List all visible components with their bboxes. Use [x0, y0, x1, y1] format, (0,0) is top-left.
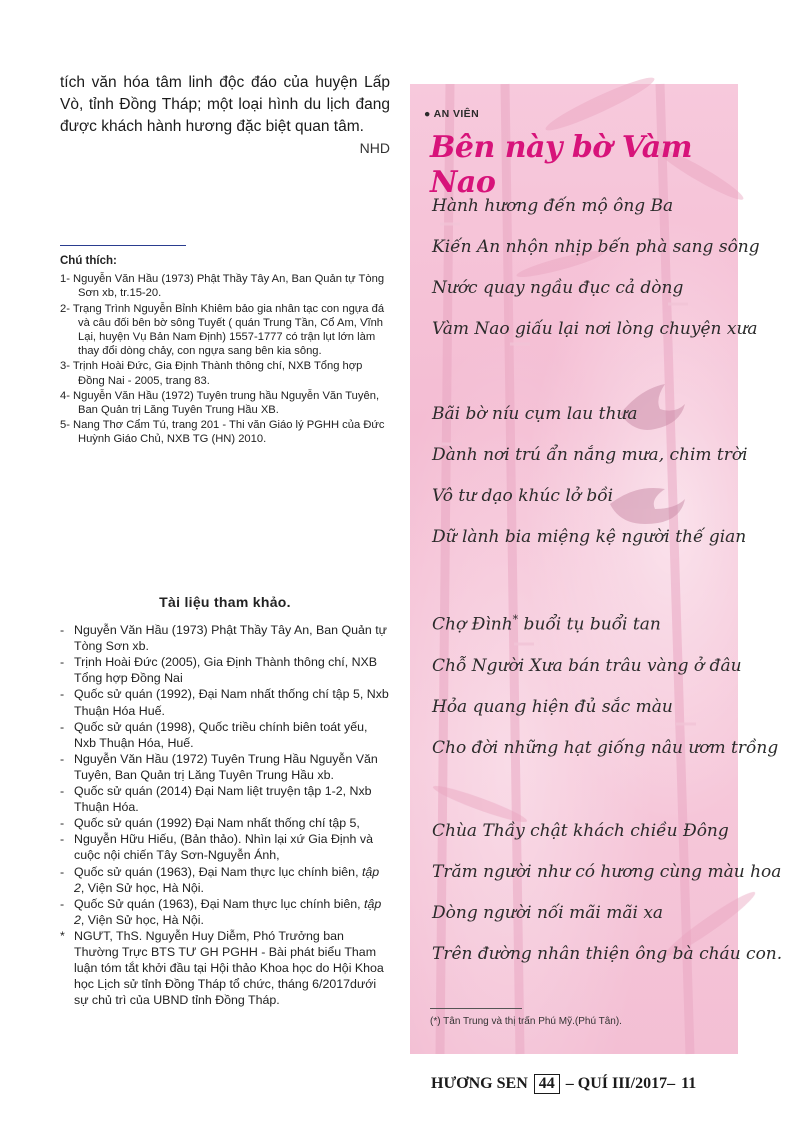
- author-note-item: * NGƯT, ThS. Nguyễn Huy Diễm, Phó Trưởng ban Thường Trực BTS TƯ GH PGHH - Bài phát biểu Tham luận tóm tắt khởi đầu tại Hội thảo Khoa học do Hội Khoa học Lịch sử tỉnh Đồng Tháp tổ chức, tháng 6/2017dưới sự chủ trì của UBND tỉnh Đồng Tháp.: [60, 928, 384, 1008]
- poem-line: Chỗ Người Xưa bán trâu vàng ở đâu: [432, 655, 742, 676]
- poem-stanza-1: [432, 186, 760, 350]
- note-item: 4- Nguyễn Văn Hầu (1972) Tuyên trung hầu Nguyễn Văn Tuyên, Ban Quản trị Lăng Tuyên Trung Hầu XB.: [60, 389, 380, 417]
- reference-item: - Nguyễn Hữu Hiếu, (Bản thảo). Nhìn lại xứ Gia Định và cuộc nội chiến Tây Sơn-Nguyễn Ánh,: [60, 832, 373, 863]
- poem-line: Chợ Đình* buổi tụ buổi tan: [432, 613, 661, 635]
- reference-item: - Quốc sử quán (2014) Đại Nam liệt truyện tập 1-2, Nxb Thuận Hóa.: [60, 784, 372, 815]
- notes-section: [60, 254, 390, 448]
- reference-item: - Nguyễn Văn Hầu (1972) Tuyên Trung Hầu Nguyễn Văn Tuyên, Ban Quản trị Lăng Tuyên Trung Hầu xb.: [60, 751, 378, 782]
- reference-item: - Nguyễn Văn Hầu (1973) Phật Thầy Tây An, Ban Quản tự Tòng Sơn xb.: [60, 623, 387, 654]
- issue-quarter: – QUÍ III/2017–: [565, 1075, 676, 1092]
- poem-line: Kiến An nhộn nhịp bến phà sang sông: [432, 237, 760, 257]
- reference-item: - Quốc sử quán (1992), Đại Nam nhất thống chí tập 5, Nxb Thuận Hóa Huế.: [60, 687, 389, 718]
- poem-line: Trên đường nhân thiện ông bà cháu con.: [432, 944, 783, 964]
- footnote-marker: *: [512, 613, 519, 626]
- poem-stanza-3: [432, 599, 779, 769]
- reference-item: - Quốc sử quán (1992) Đại Nam nhất thống chí tập 5,: [60, 816, 360, 831]
- poem-footnote: (*) Tân Trung và thị trấn Phú Mỹ.(Phú Tân).: [430, 1016, 622, 1027]
- reference-item: - Quốc sử quán (1998), Quốc triều chính biên toát yếu, Nxb Thuận Hóa, Huế.: [60, 719, 368, 750]
- reference-item: - Trịnh Hoài Đức (2005), Gia Định Thành thông chí, NXB Tổng hợp Đồng Nai: [60, 655, 378, 686]
- poem-line: Vàm Nao giấu lại nơi lòng chuyện xưa: [432, 319, 758, 339]
- article-ending: [60, 72, 390, 156]
- poem-line: Vô tư dạo khúc lở bồi: [432, 486, 614, 506]
- page-number: 11: [681, 1075, 697, 1092]
- references-heading: Tài liệu tham khảo.: [159, 594, 291, 610]
- poem-line: Dữ lành bia miệng kệ người thế gian: [432, 527, 747, 547]
- poem-author: ● AN VIÊN: [424, 108, 480, 120]
- author-signature: NHD: [359, 140, 390, 156]
- notes-heading: Chú thích:: [60, 255, 117, 267]
- poem-line: Hỏa quang hiện đủ sắc màu: [432, 696, 673, 717]
- poem-stanza-2: [432, 394, 748, 558]
- article-closing-paragraph: tích văn hóa tâm linh độc đáo của huyện Lấp Vò, tỉnh Đồng Tháp; một loại hình du lịch đang được khách hành hương đặc biệt quan tâm.: [60, 74, 390, 135]
- poem-panel: [410, 84, 783, 1054]
- note-item: 3- Trịnh Hoài Đức, Gia Định Thành thông chí, NXB Tổng hợp Đồng Nai - 2005, trang 83.: [60, 360, 363, 387]
- poem-line: Trăm người như có hương cùng màu hoa: [432, 862, 782, 882]
- poem-line: Dòng người nối mãi mãi xa: [432, 903, 664, 923]
- poem-line: Bãi bờ níu cụm lau thưa: [432, 404, 638, 424]
- note-item: 5- Nang Thơ Cẩm Tú, trang 201 - Thi văn Giáo lý PGHH của Đức Huỳnh Giáo Chủ, NXB TG (HN) 2010.: [60, 419, 385, 446]
- page-footer: [431, 1074, 696, 1094]
- notes-list: [60, 272, 390, 446]
- poem-title: Bên này bờ Vàm Nao: [430, 130, 692, 200]
- note-item: 1- Nguyễn Văn Hầu (1973) Phật Thầy Tây An, Ban Quản tự Tòng Sơn xb, tr.15-20.: [60, 273, 385, 300]
- poem-stanza-4: [432, 811, 783, 975]
- reference-item: - Quốc sử quán (1963), Đại Nam thực lục chính biên, tập 2, Viện Sử học, Hà Nội.: [60, 864, 380, 895]
- poem-line: Chùa Thầy chật khách chiều Đông: [432, 821, 729, 841]
- poem-line: Hành hương đến mộ ông Ba: [432, 196, 674, 216]
- references-section: [60, 594, 390, 1008]
- magazine-name: HƯƠNG SEN: [431, 1075, 528, 1092]
- issue-number: 44: [534, 1074, 560, 1094]
- notes-divider: [60, 245, 186, 246]
- references-list: [60, 622, 390, 1008]
- poem-line: Dành nơi trú ẩn nắng mưa, chim trời: [432, 445, 748, 465]
- poem-line: Cho đời những hạt giống nâu ươm trồng: [432, 737, 779, 758]
- poem-footnote-divider: [430, 1008, 522, 1009]
- reference-item: - Quốc Sử quán (1963), Đại Nam thực lục chính biên, tập 2, Viện Sử học, Hà Nội.: [60, 896, 382, 927]
- poem-line: Nước quay ngầu đục cả dòng: [432, 278, 684, 298]
- note-item: 2- Trạng Trình Nguyễn Bỉnh Khiêm bảo gia nhân tạc con ngựa đá và câu đối bên bờ sông Tuyết ( quán Trung Tần, Cổ Am, Vĩnh Lại, huyện Vụ Bản Nam Định) 1557-1777 có trận lụt lớn làm thay đổi dòng chảy, con ngựa sang bên kia sông.: [60, 302, 385, 358]
